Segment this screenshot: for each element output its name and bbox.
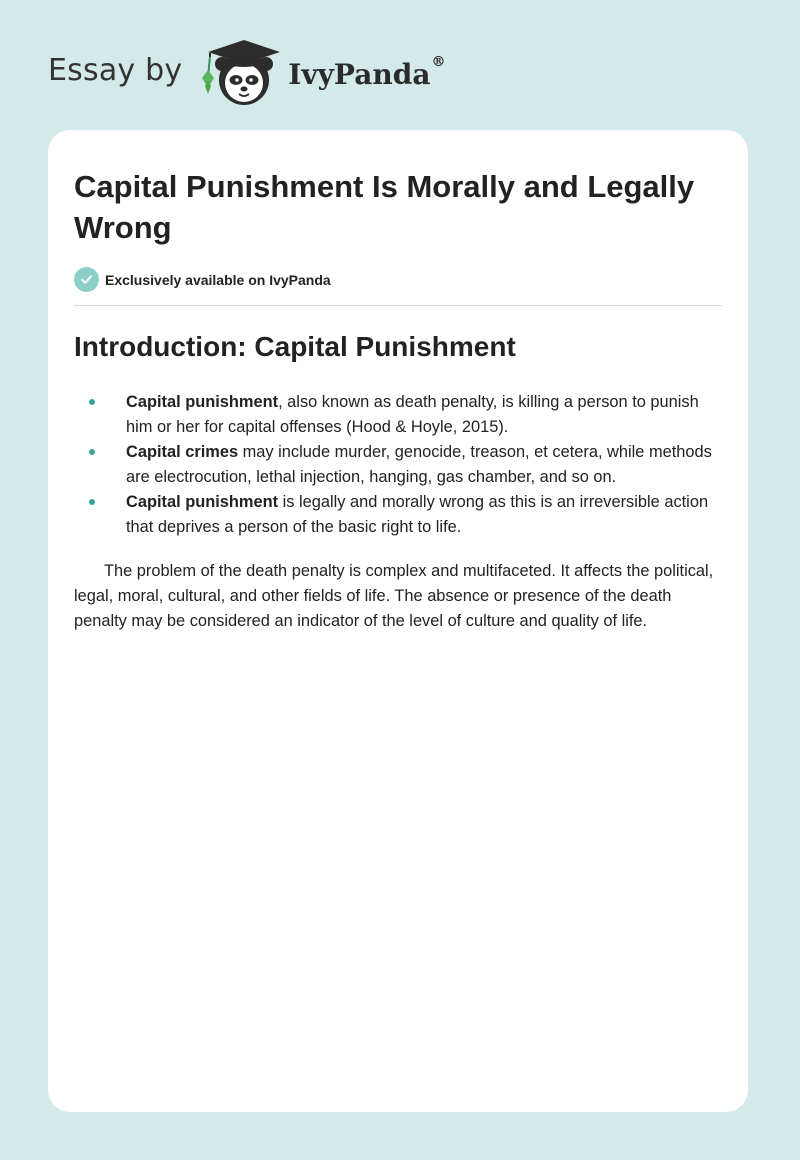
bullet-dot-icon [89, 449, 95, 455]
exclusive-badge [74, 267, 722, 292]
bullet-term: Capital punishment [126, 393, 279, 411]
brand-name: IvyPanda® [288, 53, 446, 91]
bullet-item [126, 490, 722, 540]
bullet-dot-icon [89, 399, 95, 405]
bullet-term: Capital punishment [126, 493, 279, 511]
bullet-list [74, 390, 722, 540]
divider [74, 305, 722, 306]
bullet-term: Capital crimes [126, 443, 239, 461]
essay-card [48, 130, 748, 1112]
panda-graduate-logo-icon [196, 34, 284, 112]
section-heading: Introduction: Capital Punishment [74, 331, 516, 362]
badge-text: Exclusively available on IvyPanda [105, 271, 331, 288]
bullet-dot-icon [89, 499, 95, 505]
bullet-text: is legally and morally wrong as this is an irreversible action that deprives a person of the basic right to life. [126, 493, 709, 536]
essay-title: Capital Punishment Is Morally and Legally Wrong [74, 169, 695, 245]
bullet-item [126, 440, 722, 490]
bullet-text: may include murder, genocide, treason, et cetera, while methods are electrocution, lethal injection, hanging, gas chamber, and so on. [126, 443, 712, 486]
brand-prefix: Essay by [48, 52, 183, 88]
body-paragraph: The problem of the death penalty is complex and multifaceted. It affects the political, legal, moral, cultural, and other fields of life. The absence or presence of the death penalty may be considered an indicator of the level of culture and quality of life. [74, 562, 714, 630]
bullet-item [126, 390, 722, 440]
bullet-text: , also known as death penalty, is killing a person to punish him or her for capital offenses (Hood & Hoyle, 2015). [126, 393, 699, 436]
check-circle-icon [74, 267, 99, 292]
brand-header [48, 34, 445, 112]
